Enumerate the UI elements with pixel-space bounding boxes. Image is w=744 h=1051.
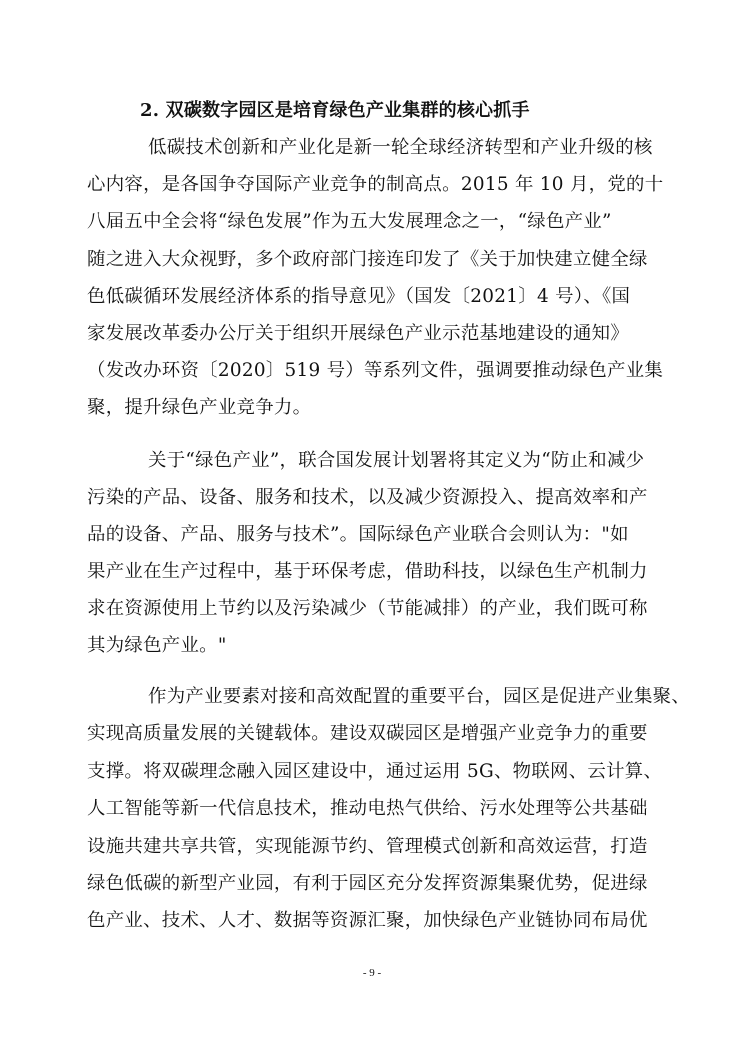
paragraph-3-line-7: 色产业、技术、人才、数据等资源汇聚，加快绿色产业链协同布局优	[87, 910, 648, 931]
paragraph-1-line-2: 心内容，是各国争夺国际产业竞争的制高点。2015 年 10 月，党的十	[87, 174, 664, 195]
paragraph-2-line-1: 关于“绿色产业”，联合国发展计划署将其定义为“防止和减少	[148, 450, 645, 471]
paragraph-2-line-4: 果产业在生产过程中，基于环保考虑，借助科技，以绿色生产机制力	[87, 561, 648, 582]
paragraph-2-line-3: 品的设备、产品、服务与技术”。国际绿色产业联合会则认为："如	[87, 524, 629, 545]
paragraph-1-line-4: 随之进入大众视野，多个政府部门接连印发了《关于加快建立健全绿	[87, 249, 648, 270]
paragraph-1-line-3: 八届五中全会将“绿色发展”作为五大发展理念之一，“绿色产业”	[87, 211, 612, 232]
paragraph-3-line-2: 实现高质量发展的关键载体。建设双碳园区是增强产业竞争力的重要	[87, 723, 648, 744]
paragraph-3-line-6: 绿色低碳的新型产业园，有利于园区充分发挥资源集聚优势，促进绿	[87, 873, 648, 894]
paragraph-2-line-6: 其为绿色产业。"	[87, 635, 227, 656]
paragraph-3-line-1: 作为产业要素对接和高效配置的重要平台，园区是促进产业集聚、	[148, 686, 691, 707]
page-number: - 9 -	[362, 967, 382, 979]
paragraph-1-line-6: 家发展改革委办公厅关于组织开展绿色产业示范基地建设的通知》	[87, 323, 630, 344]
paragraph-3-line-4: 人工智能等新一代信息技术，推动电热气供给、污水处理等公共基础	[87, 798, 648, 819]
paragraph-3-line-5: 设施共建共享共管，实现能源节约、管理模式创新和高效运营，打造	[87, 836, 648, 857]
paragraph-2-line-2: 污染的产品、设备、服务和技术，以及减少资源投入、提高效率和产	[87, 487, 648, 508]
paragraph-3-line-3: 支撑。将双碳理念融入园区建设中，通过运用 5G、物联网、云计算、	[87, 761, 663, 782]
paragraph-2-line-5: 求在资源使用上节约以及污染减少（节能减排）的产业，我们既可称	[87, 598, 648, 619]
paragraph-1-line-5: 色低碳循环发展经济体系的指导意见》（国发〔2021〕4 号）、《国	[87, 286, 631, 307]
paragraph-1-line-1: 低碳技术创新和产业化是新一轮全球经济转型和产业升级的核	[148, 137, 653, 158]
section-heading: 2. 双碳数字园区是培育绿色产业集群的核心抓手	[140, 100, 530, 121]
paragraph-1-line-7: （发改办环资〔2020〕519 号）等系列文件，强调要推动绿色产业集	[87, 360, 664, 381]
paragraph-1-line-8: 聚，提升绿色产业竞争力。	[87, 397, 312, 418]
